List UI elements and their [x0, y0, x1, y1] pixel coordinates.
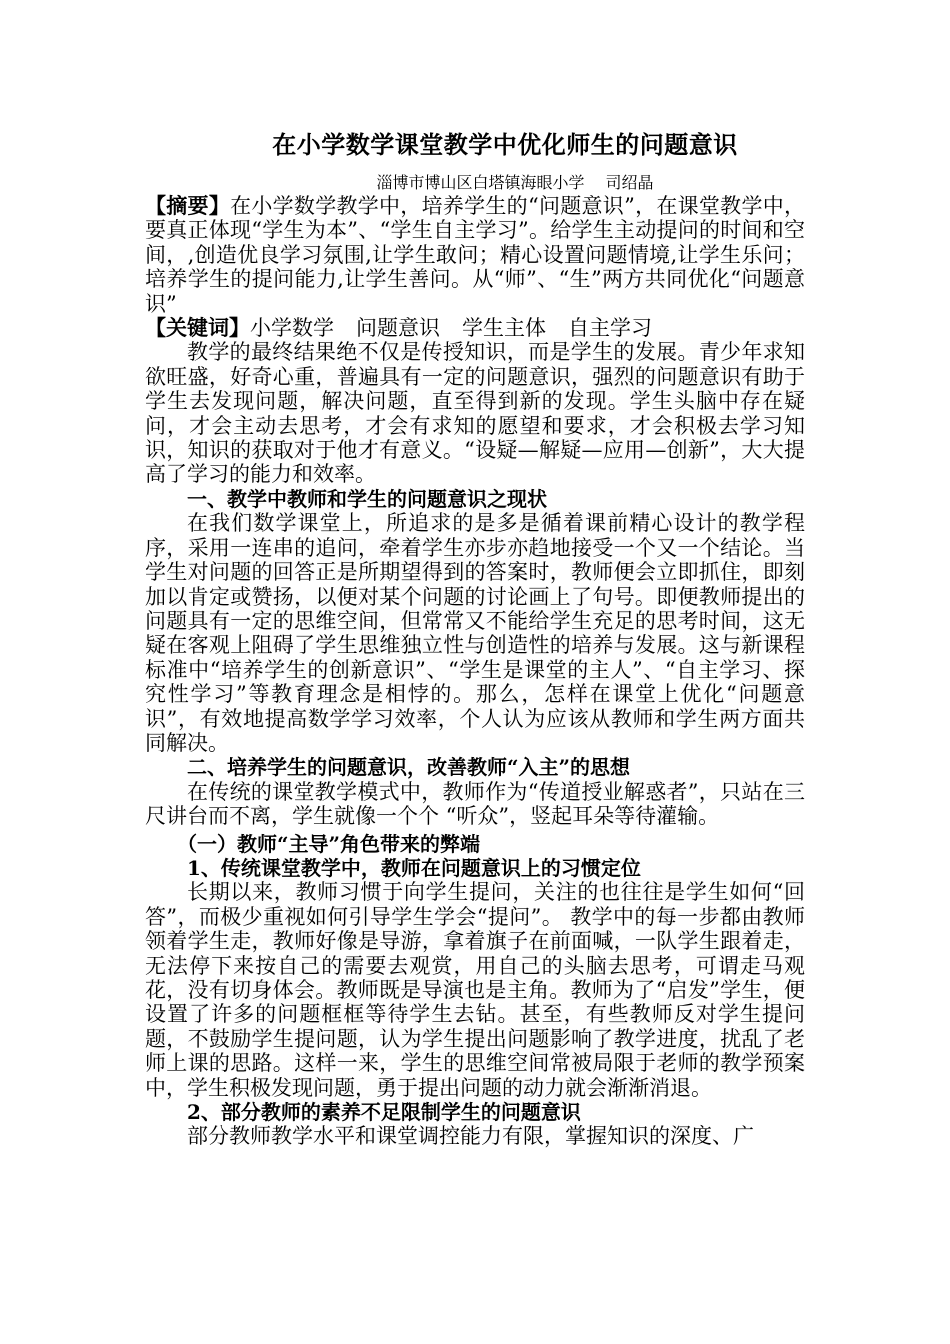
keyword-item: 学生主体: [462, 316, 546, 341]
paragraph-intro: 教学的最终结果绝不仅是传授知识，而是学生的发展。青少年求知欲旺盛，好奇心重，普遍具有一定的问题意识，强烈的问题意识有助于学生去发现问题，解决问题，直至得到新的发现。学生头脑中存在疑问，才会主动去思考，才会有求知的愿望和要求，才会积极去学习知识，知识的获取对于他才有意义。“设疑—解疑—应用—创新”，大大提高了学习的能力和效率。: [145, 340, 805, 487]
subsection-heading-2-1-1: 1、传统课堂教学中，教师在问题意识上的习惯定位: [187, 855, 641, 880]
keywords: [145, 316, 805, 340]
paragraph-2: 在传统的课堂教学模式中，教师作为“传道授业解惑者”，只站在三尺讲台而不离，学生就像一个个 “听众”，竖起耳朵等待灌输。: [145, 779, 805, 829]
paragraph-4: 部分教师教学水平和课堂调控能力有限，掌握知识的深度、广: [187, 1124, 754, 1149]
document-title: 在小学数学课堂教学中优化师生的问题意识: [272, 130, 738, 159]
paragraph-3: 长期以来，教师习惯于向学生提问，关注的也往往是学生如何“回答”，而极少重视如何引导学生学会“提问”。 教学中的每一步都由教师领着学生走，教师好像是导游，拿着旗子在前面喊，一队学生跟着走，无法停下来按自己的需要去观赏，用自己的头脑去思考，可谓走马观花，没有切身体会。教师既是导演也是主角。教师为了“启发”学生，便设置了许多的问题框框等待学生去钻。甚至，有些教师反对学生提问题，不鼓励学生提问题，认为学生提出问题影响了教学进度，扰乱了老师上课的思路。这样一来，学生的思维空间常被局限于老师的教学预案中，学生积极发现问题，勇于提出问题的动力就会渐渐消退。: [145, 880, 805, 1100]
subsection-heading-2-1: （一）教师“主导”角色带来的弊端: [177, 831, 481, 856]
keywords-label: 【关键词】: [145, 315, 250, 341]
keyword-item: 小学数学: [250, 316, 334, 341]
abstract-text: 在小学数学教学中，培养学生的“问题意识”，在课堂教学中，要真正体现“学生为本”、“学生自主学习”。给学生主动提问的时间和空间，,创造优良学习氛围,让学生敢问；精心设置问题情境,让学生乐问；培养学生的提问能力,让学生善问。从“师”、“生”两方共同优化“问题意识”: [145, 194, 805, 316]
subsection-heading-2-1-2: 2、部分教师的素养不足限制学生的问题意识: [187, 1100, 581, 1125]
document-page: [145, 130, 805, 1149]
author-school: 淄博市博山区白塔镇海眼小学: [376, 173, 585, 192]
abstract-label: 【摘要】: [145, 193, 231, 218]
author-name: 司绍晶: [605, 173, 654, 192]
section-heading-2: 二、培养学生的问题意识，改善教师“入主”的思想: [187, 755, 631, 780]
author-line: [225, 172, 805, 194]
keyword-item: 自主学习: [568, 316, 652, 341]
abstract: [145, 194, 805, 316]
keyword-item: 问题意识: [356, 316, 440, 341]
section-heading-1: 一、教学中教师和学生的问题意识之现状: [187, 486, 547, 511]
paragraph-1: 在我们数学课堂上，所追求的是多是循着课前精心设计的教学程序，采用一连串的追问，牵着学生亦步亦趋地接受一个又一个结论。当学生对问题的回答正是所期望得到的答案时，教师便会立即抓住，即刻加以肯定或赞扬，以便对某个问题的讨论画上了句号。即便教师提出的问题具有一定的思维空间，但常常又不能给学生充足的思考时间，这无疑在客观上阻碍了学生思维独立性与创造性的培养与发展。这与新课程标准中“培养学生的创新意识”、“学生是课堂的主人”、“自主学习、探究性学习”等教育理念是相悖的。那么，怎样在课堂上优化“问题意识”，有效地提高数学学习效率，个人认为应该从教师和学生两方面共同解决。: [145, 511, 805, 755]
